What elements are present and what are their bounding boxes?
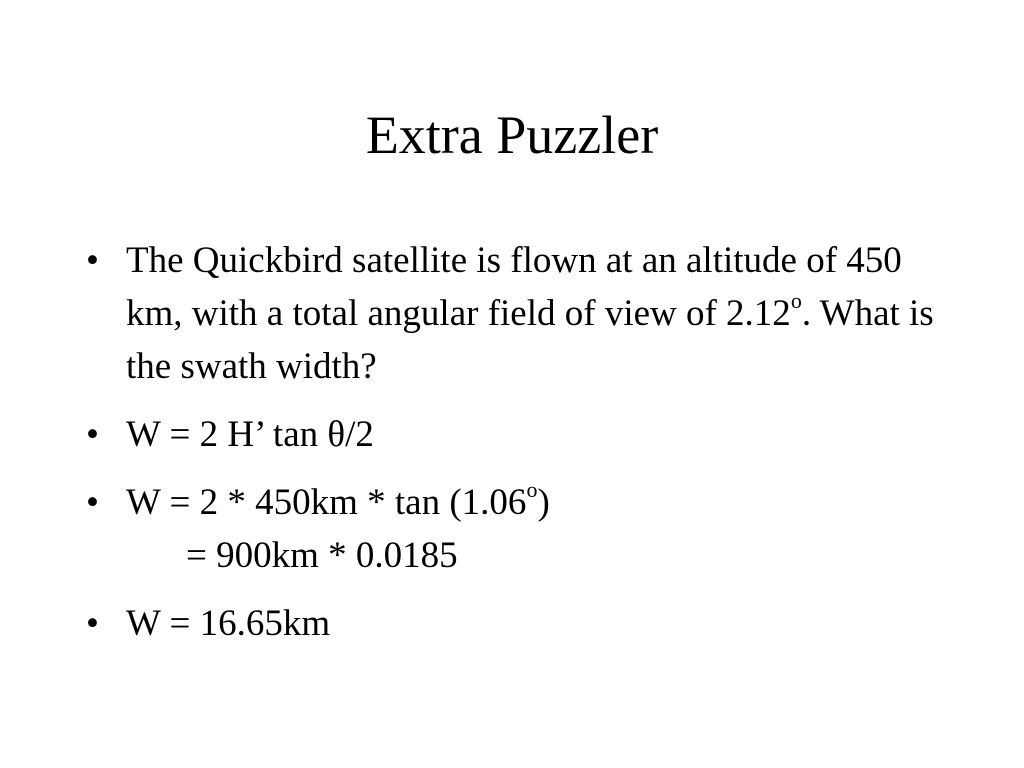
bullet-marker: • bbox=[86, 482, 99, 523]
substitution-continuation: = 900km * 0.0185 bbox=[186, 535, 458, 576]
question-text: The Quickbird satellite is flown at an altitude of 450 km, with a total angular field of view of 2.12 bbox=[126, 240, 902, 334]
bullet-marker: • bbox=[86, 414, 99, 455]
formula-text: W = 2 H’ tan θ/2 bbox=[126, 414, 374, 455]
bullet-substitution bbox=[86, 476, 966, 582]
bullet-marker: • bbox=[86, 240, 99, 281]
bullet-question bbox=[86, 234, 966, 393]
bullet-formula bbox=[86, 408, 966, 461]
substitution-text-end: ) bbox=[537, 482, 550, 523]
bullet-marker: • bbox=[86, 603, 99, 644]
degree-superscript: o bbox=[790, 287, 802, 313]
answer-text: W = 16.65km bbox=[126, 603, 331, 644]
substitution-text: W = 2 * 450km * tan (1.06 bbox=[126, 482, 527, 523]
degree-superscript: o bbox=[526, 476, 538, 502]
slide-title: Extra Puzzler bbox=[365, 105, 659, 165]
bullet-answer bbox=[86, 597, 966, 650]
bullet-list bbox=[86, 234, 966, 665]
question-text-end: . What is the swath width? bbox=[126, 293, 934, 387]
